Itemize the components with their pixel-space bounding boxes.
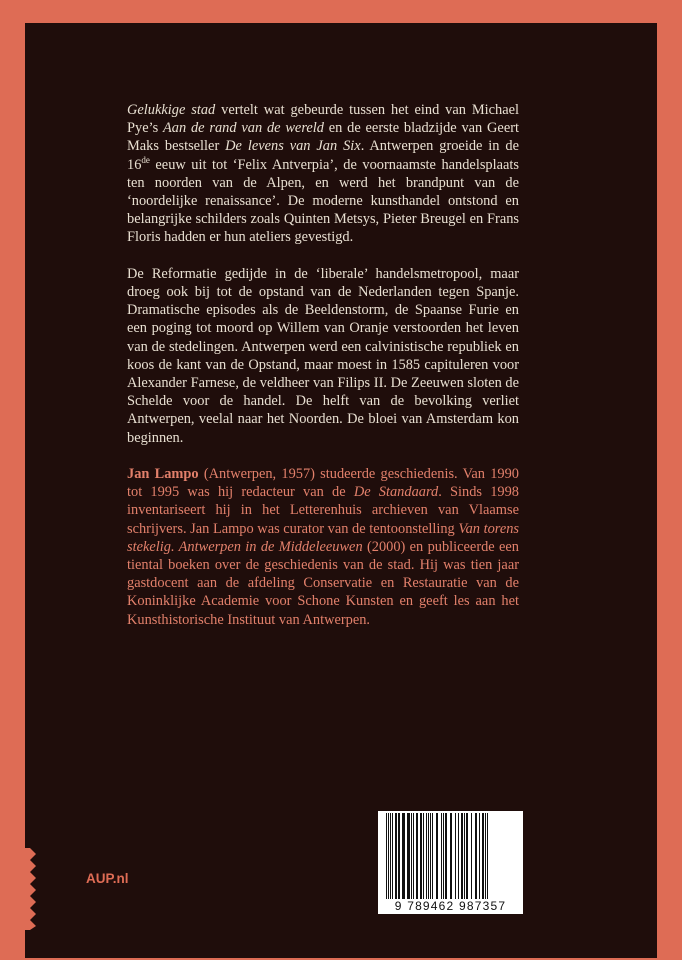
publisher-logo: AUP.nl [86, 871, 129, 886]
author-name: Jan Lampo [127, 466, 199, 483]
stamp-edge-notches [22, 848, 36, 930]
book-title-aan-de-rand: Aan de rand van de wereld [163, 120, 324, 137]
blurb-paragraph-1: Gelukkige stad vertelt wat gebeurde tussen het eind van Michael Pye’s Aan de rand van de wereld en de eerste bladzijde van Geert Maks bestseller De levens van Jan Six. Antwerpen groeide in de 16de eeuw uit tot ‘Felix Antverpia’, de voornaamste handelsplaats ten noorden van de Alpen, en werd het brandpunt van de ‘noordelijke renaissance’. De moderne kunsthandel ontstond en belangrijke schilders zoals Quinten Metsys, Pieter Breugel en Frans Floris hadden er hun ateliers gevestigd. [127, 102, 520, 246]
author-bio: Jan Lampo (Antwerpen, 1957) studeerde geschiedenis. Van 1990 tot 1995 was hij redacteur van de De Standaard. Sinds 1998 inventariseert hij in het Letterenhuis archieven van Vlaamse schrijvers. Jan Lampo was curator van de tentoonstelling Van torens stekelig. Antwerpen in de Middeleeuwen (2000) en publiceerde een tiental boeken over de geschiedenis van de stad. Hij was tien jaar gastdocent aan de afdeling Conservatie en Restauratie van de Koninklijke Academie voor Schone Kunsten en geeft les aan het Kunsthistorische Instituut van Antwerpen. [127, 466, 520, 628]
barcode [378, 811, 523, 914]
back-cover-text [127, 101, 519, 647]
blurb-paragraph-2: De Reformatie gedijde in de ‘liberale’ handelsmetropool, maar droeg ook bij tot de opstand van de Nederlanden tegen Spanje. Dramatische episodes als de Beeldenstorm, de Spaanse Furie en een poging tot moord op Willem van Oranje verstoorden het leven van de stedelingen. Antwerpen werd een calvinistische republiek en koos de kant van de Opstand, maar moest in 1585 capituleren voor Alexander Farnese, de veldheer van Filips II. De Zeeuwen sloten de Schelde voor de handel. De helft van de bevolking verliet Antwerpen, veelal naar het Noorden. De bloei van Amsterdam kon beginnen. [127, 265, 519, 446]
exhibition-title: Van torens stekelig. Antwerpen in de Middeleeuwen [127, 520, 520, 555]
newspaper-title: De Standaard [353, 484, 439, 501]
barcode-bars [384, 813, 517, 899]
book-title-jan-six: De levens van Jan Six [225, 138, 361, 155]
book-title-gelukkige-stad: Gelukkige stad [127, 102, 216, 118]
isbn-number: 9 789462 987357 [394, 899, 507, 913]
